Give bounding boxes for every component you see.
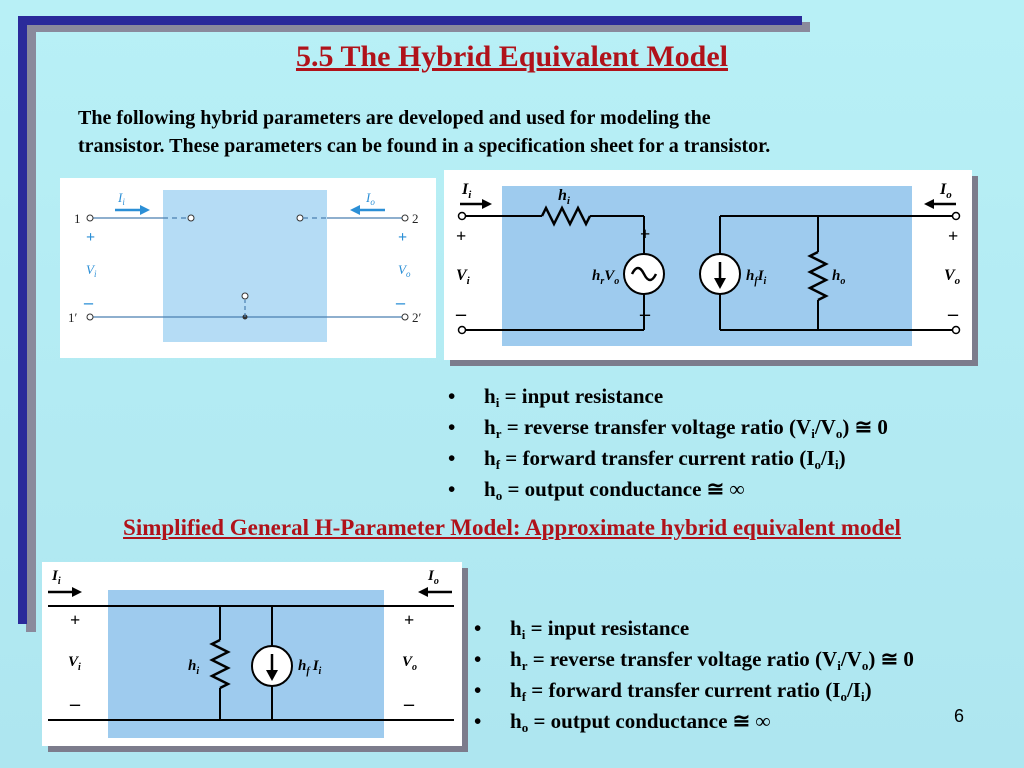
arrow-head-icon (482, 199, 492, 209)
terminal-node (402, 314, 408, 320)
plus-sign: + (398, 229, 408, 246)
bullet-dot: • (474, 678, 482, 702)
label-hi: $h_i$ (188, 658, 200, 677)
terminal-node (459, 213, 466, 220)
frame-bar-top (18, 16, 802, 25)
label-io: $I_o$ (428, 568, 439, 587)
simplified-circuit-svg (42, 562, 462, 746)
label-vo: $V_o$ (398, 262, 411, 279)
arrow-head-icon (350, 205, 360, 215)
terminal-1-label: 1 (74, 211, 81, 226)
terminal-node (87, 215, 93, 221)
bullet-dot: • (448, 415, 456, 439)
label-hi: $h_i$ (558, 187, 570, 207)
plus-sign: + (456, 226, 467, 246)
minus-sign: – (70, 693, 80, 715)
node (297, 215, 303, 221)
label-hf-ii: $h_fI_i$ (746, 268, 767, 287)
page-title: 5.5 The Hybrid Equivalent Model (295, 40, 728, 73)
label-vi: $V_i$ (456, 267, 470, 287)
minus-sign: – (84, 292, 93, 312)
arrow-head-icon (924, 199, 934, 209)
arrow-head-icon (140, 205, 150, 215)
two-port-svg (60, 178, 436, 358)
plus-sign: + (404, 610, 415, 630)
terminal-node (953, 213, 960, 220)
label-vi: $V_i$ (86, 262, 97, 279)
terminal-2p-label: 2′ (412, 310, 422, 325)
intro-line-2: transistor. These parameters can be found in a specification sheet for a transistor. (78, 135, 771, 157)
terminal-node (459, 327, 466, 334)
terminal-1p-label: 1′ (68, 310, 78, 325)
minus-sign: – (456, 303, 466, 325)
terminal-node (87, 314, 93, 320)
hybrid-circuit-svg (444, 170, 972, 360)
bullet-dot: • (448, 477, 456, 501)
arrow-head-icon (418, 587, 428, 597)
plus-sign: + (640, 224, 651, 244)
label-ii: $I_i$ (52, 568, 61, 587)
simplified-box (108, 590, 384, 738)
label-hf-ii: $h_f$ $I_i$ (298, 658, 322, 677)
page-number: 6 (953, 706, 964, 726)
two-port-diagram (60, 178, 436, 358)
terminal-2-label: 2 (412, 211, 419, 226)
label-ii: $I_i$ (462, 181, 472, 201)
label-io: $I_o$ (940, 181, 952, 201)
label-io: $I_o$ (366, 190, 375, 207)
plus-sign: + (948, 226, 959, 246)
label-ii: $I_i$ (118, 190, 125, 207)
bullet-dot: • (474, 709, 482, 733)
label-hr-vo: $h_rV_o$ (592, 268, 620, 287)
label-ho: $h_o$ (832, 268, 846, 287)
intro-line-1: The following hybrid parameters are developed and used for modeling the (78, 107, 711, 129)
bullet-dot: • (474, 616, 482, 640)
label-vo: $V_o$ (944, 267, 961, 287)
intro-text (78, 104, 978, 160)
plus-sign: + (86, 229, 96, 246)
minus-sign: – (396, 292, 405, 312)
minus-sign: – (404, 693, 414, 715)
terminal-node (402, 215, 408, 221)
bullet-dot: • (474, 647, 482, 671)
node (242, 293, 248, 299)
node (188, 215, 194, 221)
bullet-dot: • (448, 384, 456, 408)
simplified-circuit-diagram (42, 562, 462, 746)
terminal-node (953, 327, 960, 334)
section-subheading: Simplified General H-Parameter Model: Approximate hybrid equivalent model (123, 515, 901, 540)
minus-sign: – (640, 303, 650, 325)
arrow-head-icon (72, 587, 82, 597)
minus-sign: – (948, 303, 958, 325)
label-vo: $V_o$ (402, 654, 418, 673)
label-vi: $V_i$ (68, 654, 81, 673)
bullet-dot: • (448, 446, 456, 470)
plus-sign: + (70, 610, 81, 630)
hybrid-circuit-diagram (444, 170, 972, 360)
